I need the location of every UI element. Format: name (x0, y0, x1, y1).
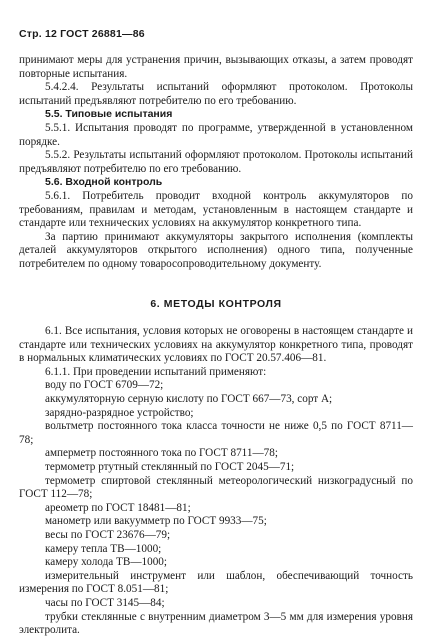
list-item: манометр или вакуумметр по ГОСТ 9933—75; (45, 515, 267, 528)
list-item: трубки стеклянные с внутренним диаметром 3—5 мм для измерения уровня электролита. (19, 610, 413, 637)
list-item: аккумуляторную серную кислоту по ГОСТ 667—73, сорт А; (45, 393, 333, 406)
paragraph: 6.1.1. При проведении испытаний применяют: (45, 365, 267, 378)
paragraph: 6.1. Все испытания, условия которых не оговорены в настоящем стандарте и стандарте или технических условиях на аккумулятор конкретного типа, проводят в нормальных климатических условиях по ГОСТ 20.57.406—81. (19, 325, 413, 365)
paragraph: 5.4.2.4. Результаты испытаний оформляют протоколом. Протоколы испытаний предъявляют потребителю по его требованию. (19, 81, 413, 107)
document-body (19, 54, 413, 638)
page-header: Стр. 12 ГОСТ 26881—86 (19, 28, 145, 40)
list-item: измерительный инструмент или шаблон, обеспечивающий точность измерения по ГОСТ 8.051—81; (19, 569, 413, 596)
heading-5-6: 5.6. Входной контроль (45, 176, 163, 189)
list-item: часы по ГОСТ 3145—84; (45, 596, 165, 609)
heading-5-5: 5.5. Типовые испытания (45, 108, 173, 121)
list-item: воду по ГОСТ 6709—72; (45, 379, 164, 392)
paragraph: 5.5.1. Испытания проводят по программе, утвержденной в установленном порядке. (19, 121, 413, 148)
paragraph: 5.6.1. Потребитель проводит входной контроль аккумуляторов по требованиям, правилам и методам, установленным в настоящем стандарте и стандарте или технических условиях на аккумулятор конкретного типа. (19, 189, 413, 230)
list-item: термометр спиртовой стеклянный метеорологический низкоградусный по ГОСТ 112—78; (19, 474, 413, 501)
list-item: весы по ГОСТ 23676—79; (45, 529, 171, 541)
paragraph: принимают меры для устранения причин, вызывающих отказы, а затем проводят повторные испытания. (19, 54, 413, 80)
paragraph: 5.5.2. Результаты испытаний оформляют протоколом. Протоколы испытаний предъявляют потребителю по его требованию. (19, 149, 413, 175)
list-item: амперметр постоянного тока по ГОСТ 8711—78; (45, 447, 278, 460)
list-item: термометр ртутный стеклянный по ГОСТ 2045—71; (45, 461, 295, 474)
paragraph: За партию принимают аккумуляторы закрытого исполнения (комплекты деталей аккумуляторов открытого исполнения) одного типа, полученные потребителем по одному товаросопроводительному документу. (19, 230, 413, 270)
list-item: ареометр по ГОСТ 18481—81; (45, 501, 191, 514)
list-item: камеру тепла ТВ—1000; (45, 542, 162, 555)
list-item: вольтметр постоянного тока класса точности не ниже 0,5 по ГОСТ 8711—78; (19, 420, 413, 446)
list-item: зарядно-разрядное устройство; (45, 406, 194, 419)
list-item: камеру холода ТВ—1000; (45, 556, 168, 569)
section-title: 6. МЕТОДЫ КОНТРОЛЯ (150, 297, 282, 310)
